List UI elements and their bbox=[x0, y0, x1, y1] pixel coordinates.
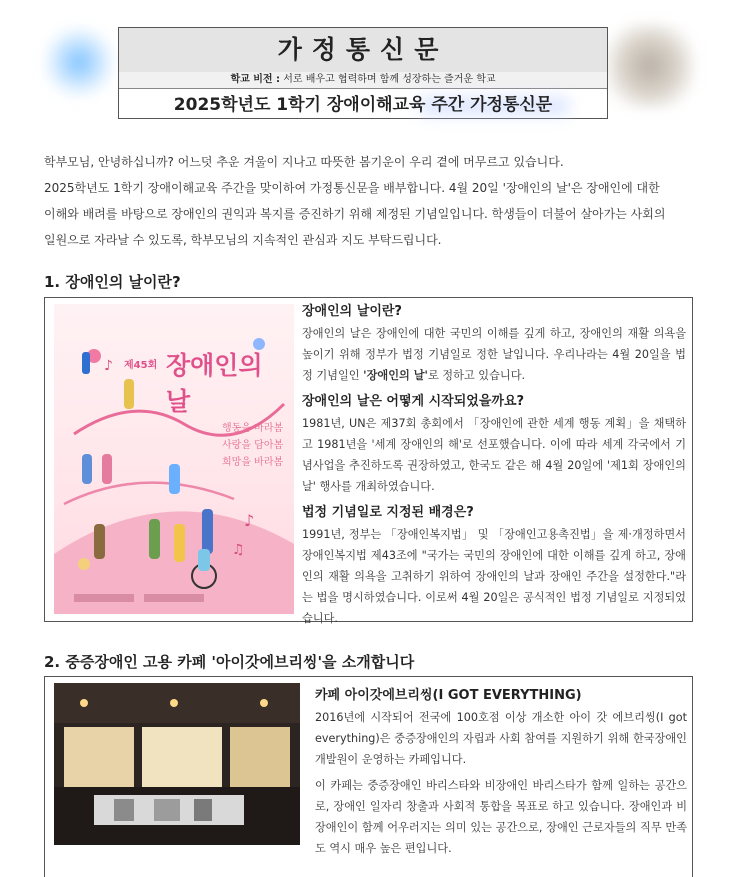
newsletter-title: 가정통신문 bbox=[277, 35, 449, 64]
newsletter-subtitle: 2025학년도 1학기 장애이해교육 주간 가정통신문 bbox=[173, 95, 553, 115]
poster-edition: 제45회 bbox=[124, 360, 158, 371]
poster-slogan-3: 희망을 바라봄 bbox=[222, 457, 284, 468]
poster-slogan-1: 행동을 바라봄 bbox=[222, 423, 284, 434]
section-1-panel bbox=[44, 297, 693, 625]
q3-text: 1991년, 정부는 「장애인복지법」 및 「장애인고용촉진법」을 제·개정하면서 장애인복지법 제43조에 "국가는 국민의 장애인에 대한 이해를 깊게 하고, 장애인의 재활 의욕을 고취하기 위하여 장애인의 날과 장애인 주간을 설정한다."라는 법을 명시하였습니다. 이로써 4월 20일은 공식적인 법정 기념일로 지정되었습니다. bbox=[302, 528, 686, 625]
cafe-title: 카페 아이갓에브리씽(I GOT EVERYTHING) bbox=[315, 688, 582, 703]
vision-text: 서로 배우고 협력하며 함께 성장하는 즐거운 학교 bbox=[283, 74, 496, 85]
intro-line-1: 학부모님, 안녕하십니까? 어느덧 추운 겨울이 지나고 따뜻한 봄기운이 우리 곁에 머무르고 있습니다. bbox=[44, 155, 564, 169]
svg-text:♪: ♪ bbox=[104, 358, 113, 374]
intro-line-2: 2025학년도 1학기 장애이해교육 주간을 맞이하여 가정통신문을 배부합니다. 4월 20일 '장애인의 날'은 장애인에 대한 bbox=[44, 181, 660, 195]
section-2-text bbox=[315, 685, 687, 864]
vision-label: 학교 비전 : bbox=[230, 74, 281, 85]
q1-text bbox=[302, 323, 686, 386]
section-1-heading: 1. 장애인의 날이란? bbox=[44, 273, 181, 291]
q2-title: 장애인의 날은 어떻게 시작되었을까요? bbox=[302, 394, 525, 409]
q1-text-part: 장애인의 날은 장애인에 대한 국민의 이해를 깊게 하고, 장애인의 재활 의욕을 높이기 위해 정부가 법정 기념일로 정한 날입니다. 우리나라는 4월 20일을 법정 기념일인 bbox=[302, 327, 686, 382]
section-2-heading: 2. 중증장애인 고용 카페 '아이갓에브리씽'을 소개합니다 bbox=[44, 653, 415, 671]
q2-text: 1981년, UN은 제37회 총회에서 「장애인에 관한 세계 행동 계획」을 채택하고 1981년을 '세계 장애인의 해'로 선포했습니다. 이에 따라 세계 각국에서 기념사업을 추진하도록 권장하였고, 한국도 같은 해 4월 20일에 '제1회 장애인의 날' 행사를 개최하였습니다. bbox=[302, 417, 686, 493]
school-logo-left bbox=[44, 27, 114, 97]
poster-slogans bbox=[222, 420, 283, 471]
q1-text-emphasis: '장애인의 날' bbox=[363, 369, 428, 382]
svg-text:♫: ♫ bbox=[232, 542, 245, 558]
newsletter-header bbox=[118, 27, 608, 119]
cafe-photo bbox=[54, 683, 300, 845]
poster-slogan-2: 사랑을 담아봄 bbox=[222, 440, 284, 451]
cafe-illustration bbox=[54, 683, 300, 845]
cafe-text-1: 2016년에 시작되어 전국에 100호점 이상 개소한 아이 갓 에브리씽(I got everything)은 중증장애인의 자립과 사회 참여를 지원하기 위해 한국장애인개발원이 운영하는 카페입니다. bbox=[315, 711, 687, 766]
q1-text-end: 로 정하고 있습니다. bbox=[427, 369, 526, 382]
school-logo-right bbox=[606, 24, 694, 108]
disability-day-poster bbox=[54, 304, 294, 614]
section-1-text bbox=[302, 301, 686, 634]
intro-line-3: 이해와 배려를 바탕으로 장애인의 권익과 복지를 증진하기 위해 제정된 기념일입니다. 학생들이 더불어 살아가는 사회의 bbox=[44, 207, 666, 221]
q1-title: 장애인의 날이란? bbox=[302, 304, 402, 319]
intro-line-4: 일원으로 자라날 수 있도록, 학부모님의 지속적인 관심과 지도 부탁드립니다. bbox=[44, 233, 442, 247]
poster-title: 장애인의 날 bbox=[166, 351, 263, 416]
section-2-panel bbox=[44, 676, 693, 877]
cafe-text-2: 이 카페는 중증장애인 바리스타와 비장애인 바리스타가 함께 일하는 공간으로, 장애인 일자리 창출과 사회적 통합을 목표로 하고 있습니다. 장애인과 비장애인이 함께 어우러지는 의미 있는 공간으로, 장애인 근로자들의 직무 만족도 역시 매우 높은 편입니다. bbox=[315, 779, 687, 855]
svg-text:♪: ♪ bbox=[244, 511, 255, 530]
title-band bbox=[119, 28, 607, 73]
q3-title: 법정 기념일로 지정된 배경은? bbox=[302, 505, 474, 520]
school-vision bbox=[119, 72, 607, 89]
